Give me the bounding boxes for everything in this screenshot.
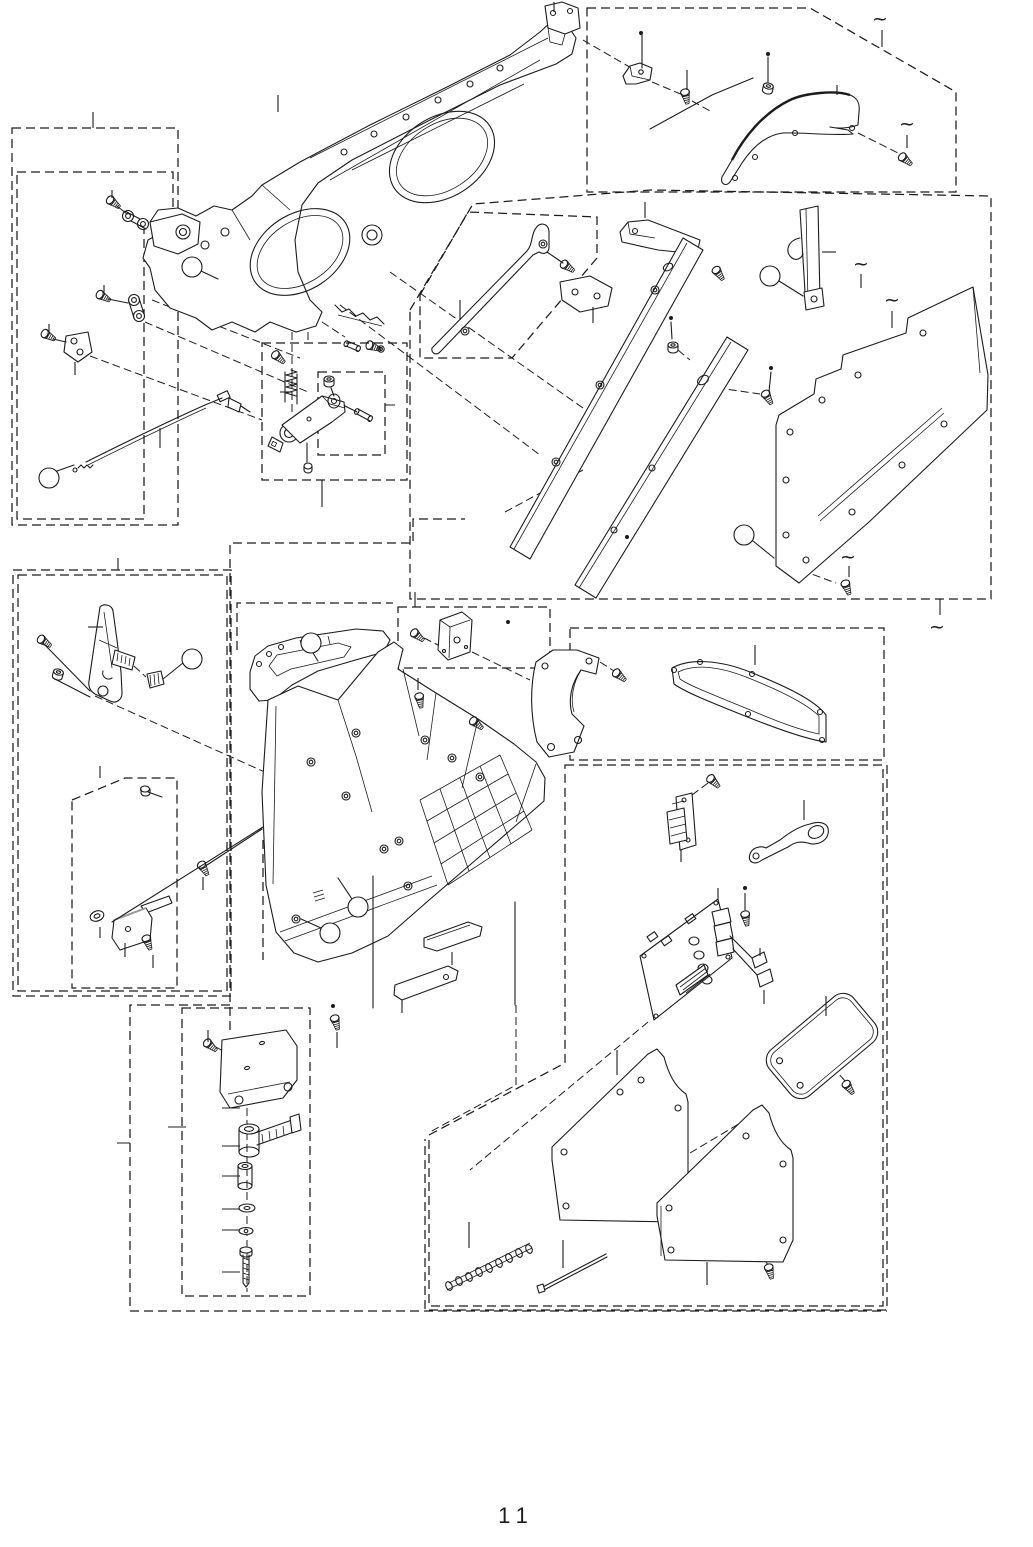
group-boxes — [12, 8, 991, 1311]
part-crank-group — [117, 1030, 301, 1292]
part-pcb-group — [640, 773, 883, 1104]
tilde-mark: ~ — [872, 8, 888, 30]
group-box-left-inner — [17, 172, 173, 519]
page-number: 11 — [498, 1503, 535, 1528]
tilde-mark: ~ — [929, 616, 945, 638]
part-central-assembly — [250, 629, 545, 1048]
part-left-clamps — [40, 190, 149, 375]
group-box-gasket — [570, 628, 884, 760]
callout-balloon — [348, 897, 368, 917]
callout-balloon — [182, 257, 202, 277]
callout-balloon — [320, 923, 340, 943]
callout-balloon — [39, 468, 59, 488]
part-gasket-group — [532, 645, 826, 757]
part-sensor-group — [409, 592, 472, 660]
part-bottom-plates — [444, 1049, 793, 1293]
callout-balloon — [760, 266, 780, 286]
tilde-mark: ~ — [899, 113, 915, 135]
part-spring-arm-group — [268, 340, 395, 507]
callout-balloon — [182, 649, 202, 669]
tilde-mark: ~ — [840, 546, 856, 568]
part-main-frame — [93, 2, 612, 332]
callout-balloon — [301, 633, 321, 653]
part-right-plates-group — [510, 202, 988, 615]
group-box-left-outer — [12, 128, 178, 525]
tilde-mark: ~ — [853, 253, 869, 275]
callout-balloon — [734, 525, 754, 545]
tilde-mark: ~ — [884, 289, 900, 311]
part-cable-assembly — [73, 391, 250, 472]
part-top-right-group — [623, 35, 914, 184]
part-lever-group — [36, 558, 263, 968]
